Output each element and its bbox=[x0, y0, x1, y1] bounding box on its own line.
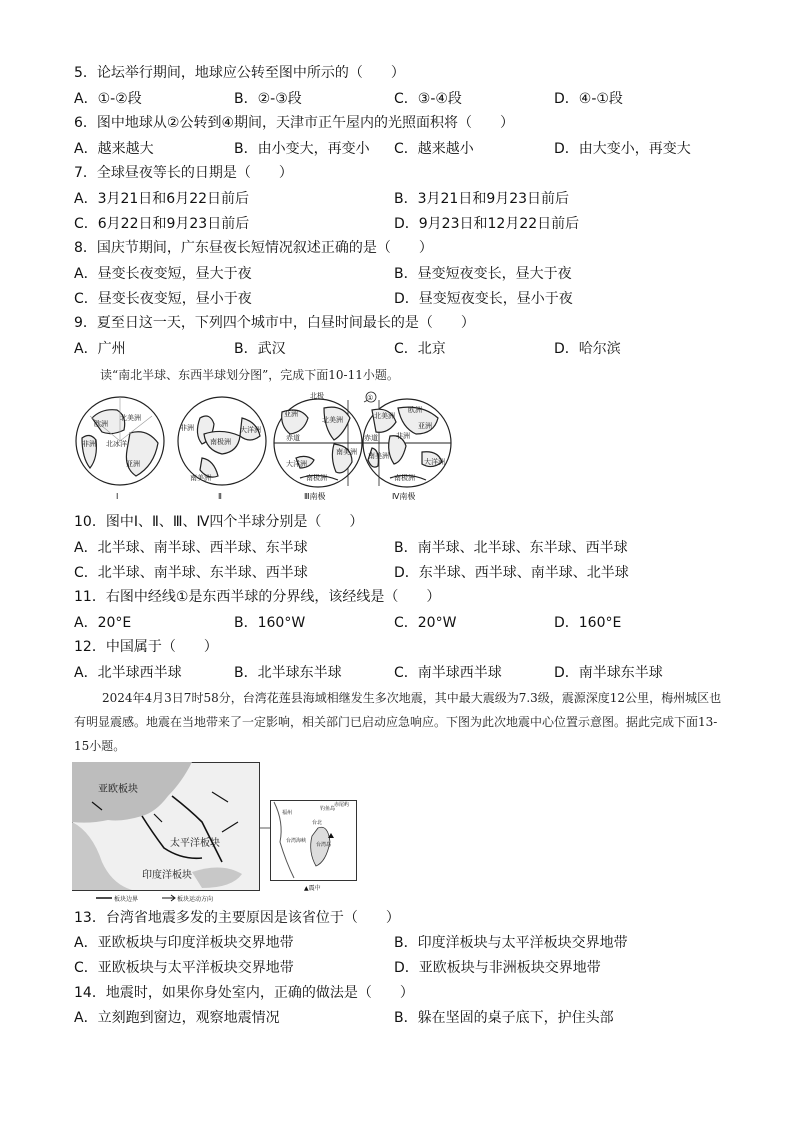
q8-option-c: C．昼变长夜变短，昼小于夜 bbox=[74, 291, 252, 307]
legend-motion-label: 板块运动方向 bbox=[177, 896, 214, 902]
q13-option-c: C．亚欧板块与太平洋板块交界地带 bbox=[74, 960, 294, 976]
q11-option-a: A．20°E bbox=[74, 615, 132, 631]
g1-label-3: 北冰洋 bbox=[106, 440, 127, 448]
g4-roman: Ⅳ南极 bbox=[392, 492, 416, 501]
q11-option-b: B．160°W bbox=[234, 615, 306, 631]
q12-option-c: C．南半球西半球 bbox=[394, 665, 502, 681]
q6-stem: 6．图中地球从②公转到④期间，天津市正午屋内的光照面积将（ ） bbox=[74, 115, 515, 131]
q13-option-a: A．亚欧板块与印度洋板块交界地带 bbox=[74, 935, 294, 951]
g1-label-1: 欧洲 bbox=[94, 420, 108, 428]
g4-label-1: 北美洲 bbox=[374, 412, 395, 420]
q14-stem: 14．地震时，如果你身处室内，正确的做法是（ ） bbox=[74, 985, 414, 1001]
g4-label-4: 赤道 bbox=[364, 434, 378, 442]
g4-label-3: 亚洲 bbox=[418, 422, 432, 430]
g2-roman: Ⅱ bbox=[218, 492, 222, 501]
indian-plate-label: 印度洋板块 bbox=[142, 870, 192, 881]
g3-label-5: 大洋洲 bbox=[286, 460, 307, 468]
q11-option-d: D．160°E bbox=[554, 615, 622, 631]
eurasian-plate-label: 亚欧板块 bbox=[98, 784, 138, 795]
q7-option-a: A．3月21日和6月22日前后 bbox=[74, 191, 250, 207]
q5-option-d: D．④-①段 bbox=[554, 91, 623, 107]
quake-passage: 2024年4月3日7时58分，台湾花莲县海域相继发生多次地震，其中最大震级为7.3级，震源深度12公里，梅州城区也有明显震感。地震在当地带来了一定影响，相关部门已启动应急响应。下图为此次地震中心位置示意图。据此完成下面13-15小题。 bbox=[74, 691, 722, 753]
g2-label-0: 非洲 bbox=[180, 424, 194, 432]
q12-stem: 12．中国属于（ ） bbox=[74, 639, 218, 655]
q5-option-a: A．①-②段 bbox=[74, 91, 142, 107]
q5-option-c: C．③-④段 bbox=[394, 91, 462, 107]
g3-label-4: 南极洲 bbox=[306, 474, 327, 482]
q9-option-a: A．广州 bbox=[74, 341, 126, 357]
q11-stem: 11．右图中经线①是东西半球的分界线，该经线是（ ） bbox=[74, 589, 441, 605]
hemisphere-intro: 读“南北半球、东西半球划分图”，完成下面10-11小题。 bbox=[100, 368, 399, 382]
q9-option-b: B．武汉 bbox=[234, 341, 286, 357]
q12-option-b: B．北半球东半球 bbox=[234, 665, 342, 681]
inset-label-4: 台湾岛 bbox=[316, 842, 332, 848]
g3-label-0: 亚洲 bbox=[284, 410, 298, 418]
g3-top-label: 北极 bbox=[310, 392, 324, 400]
q6-option-b: B．由小变大，再变小 bbox=[234, 141, 370, 157]
q6-option-d: D．由大变小，再变大 bbox=[554, 141, 691, 157]
q7-option-d: D．9月23日和12月22日前后 bbox=[394, 216, 580, 232]
q9-option-d: D．哈尔滨 bbox=[554, 341, 621, 357]
q5-option-b: B．②-③段 bbox=[234, 91, 302, 107]
q13-option-b: B．印度洋板块与太平洋板块交界地带 bbox=[394, 935, 628, 951]
g1-label-4: 亚洲 bbox=[126, 460, 140, 468]
q10-option-c: C．北半球、南半球、东半球、西半球 bbox=[74, 565, 308, 581]
q14-option-b: B．躲在坚固的桌子底下，护住头部 bbox=[394, 1010, 614, 1026]
q10-stem: 10．图中Ⅰ、Ⅱ、Ⅲ、Ⅳ四个半球分别是（ ） bbox=[74, 514, 364, 530]
q12-option-a: A．北半球西半球 bbox=[74, 665, 182, 681]
g4-label-7: 大洋洲 bbox=[424, 458, 445, 466]
g4-label-0: 欧洲 bbox=[408, 406, 422, 414]
g2-label-3: 南美洲 bbox=[190, 474, 211, 482]
pacific-plate-label: 太平洋板块 bbox=[170, 838, 220, 849]
q7-option-b: B．3月21日和9月23日前后 bbox=[394, 191, 570, 207]
g4-label-5: 南美洲 bbox=[368, 452, 389, 460]
q13-stem: 13．台湾省地震多发的主要原因是该省位于（ ） bbox=[74, 910, 400, 926]
g1-roman: Ⅰ bbox=[116, 492, 119, 501]
q10-option-b: B．南半球、北半球、东半球、西半球 bbox=[394, 540, 628, 556]
g3-label-3: 南美洲 bbox=[336, 448, 357, 456]
g4-label-6: 南极洲 bbox=[394, 474, 415, 482]
q7-stem: 7．全球昼夜等长的日期是（ ） bbox=[74, 165, 293, 181]
q9-stem: 9．夏至日这一天，下列四个城市中，白昼时间最长的是（ ） bbox=[74, 315, 475, 331]
q11-option-c: C．20°W bbox=[394, 615, 457, 631]
q8-option-a: A．昼变长夜变短，昼大于夜 bbox=[74, 266, 252, 282]
inset-legend: ▲震中 bbox=[304, 885, 321, 892]
q10-option-a: A．北半球、南半球、西半球、东半球 bbox=[74, 540, 308, 556]
g4-marker: ① bbox=[367, 394, 374, 402]
g2-label-1: 大洋洲 bbox=[240, 426, 261, 434]
g1-label-0: 北美洲 bbox=[120, 414, 141, 422]
q8-stem: 8．国庆节期间，广东昼夜长短情况叙述正确的是（ ） bbox=[74, 240, 433, 256]
inset-label-5: 台湾海峡 bbox=[286, 838, 307, 844]
q7-option-c: C．6月22日和9月23日前后 bbox=[74, 216, 250, 232]
inset-label-3: 赤尾屿 bbox=[334, 802, 350, 808]
inset-label-2: 钓鱼岛 bbox=[320, 806, 336, 812]
hemisphere-figure bbox=[72, 388, 454, 504]
q5-stem: 5．论坛举行期间，地球应公转至图中所示的（ ） bbox=[74, 65, 405, 81]
g3-roman: Ⅲ南极 bbox=[304, 492, 326, 501]
q8-option-d: D．昼变短夜变长，昼小于夜 bbox=[394, 291, 573, 307]
g1-label-2: 非洲 bbox=[82, 440, 96, 448]
g3-label-2: 赤道 bbox=[286, 434, 300, 442]
q6-option-a: A．越来越大 bbox=[74, 141, 154, 157]
q6-option-c: C．越来越小 bbox=[394, 141, 474, 157]
legend-boundary-label: 板块边界 bbox=[114, 896, 139, 902]
q9-option-c: C．北京 bbox=[394, 341, 446, 357]
inset-label-1: 台北 bbox=[312, 820, 323, 826]
g3-label-1: 北美洲 bbox=[322, 416, 343, 424]
q8-option-b: B．昼变短夜变长，昼大于夜 bbox=[394, 266, 572, 282]
inset-label-0: 福州 bbox=[282, 810, 293, 816]
q14-option-a: A．立刻跑到窗边，观察地震情况 bbox=[74, 1010, 280, 1026]
g4-label-2: 非洲 bbox=[396, 432, 410, 440]
q10-option-d: D．东半球、西半球、南半球、北半球 bbox=[394, 565, 629, 581]
q12-option-d: D．南半球东半球 bbox=[554, 665, 663, 681]
plate-map bbox=[72, 762, 362, 902]
q13-option-d: D．亚欧板块与非洲板块交界地带 bbox=[394, 960, 601, 976]
g2-label-2: 南极洲 bbox=[210, 438, 231, 446]
